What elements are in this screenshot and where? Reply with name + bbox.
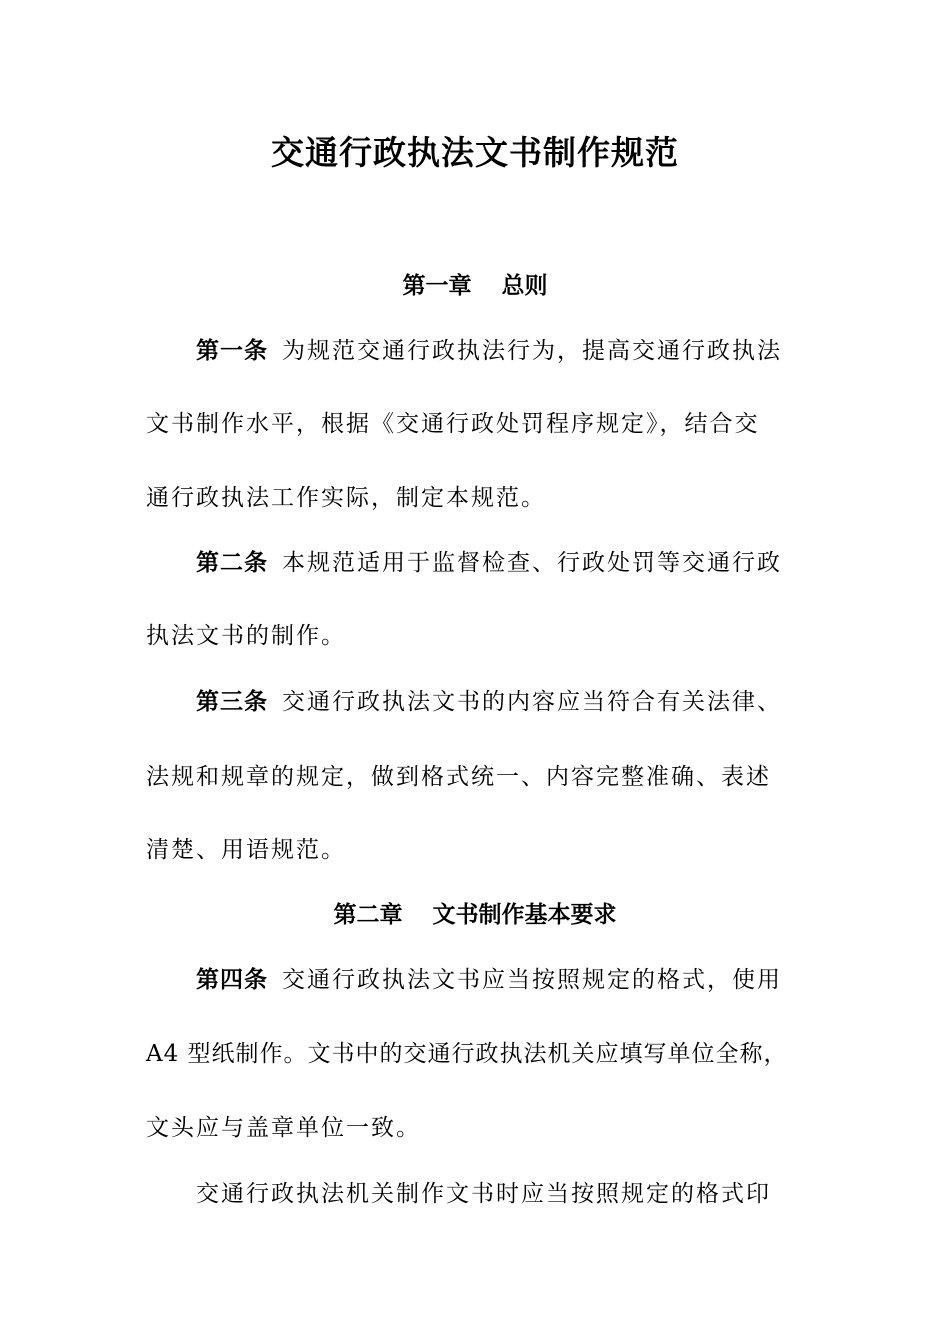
article-4-line-2: A4 型纸制作。文书中的交通行政执法机关应填写单位全称， (146, 1041, 788, 1067)
article-3-line-2: 法规和规章的规定，做到格式统一、内容完整准确、表述 (146, 764, 771, 790)
article-1-line-1 (196, 333, 876, 369)
chapter-heading-1 (0, 268, 950, 304)
article-number: 第三条 (196, 688, 268, 715)
article-2-line-2: 执法文书的制作。 (146, 623, 346, 649)
article-1-line-3: 通行政执法工作实际，制定本规范。 (146, 485, 546, 511)
article-text: 交通行政执法文书的内容应当符合有关法律、 (282, 689, 782, 715)
chapter-name: 总则 (501, 272, 548, 299)
chapter-heading-2 (0, 897, 950, 933)
article-number: 第四条 (196, 966, 268, 993)
article-text: 为规范交通行政执法行为，提高交通行政执法 (282, 338, 782, 364)
chapter-number: 第一章 (402, 272, 472, 299)
article-text: 本规范适用于监督检查、行政处罚等交通行政 (282, 550, 782, 576)
article-1-line-2: 文书制作水平，根据《交通行政处罚程序规定》，结合交 (146, 411, 760, 437)
article-2-line-1 (196, 545, 876, 581)
chapter-name: 文书制作基本要求 (432, 901, 617, 928)
article-text: 交通行政执法文书应当按照规定的格式，使用 (282, 967, 782, 993)
article-3-line-3: 清楚、用语规范。 (146, 837, 346, 863)
article-number: 第二条 (196, 549, 268, 576)
article-4-line-3: 文头应与盖章单位一致。 (146, 1115, 421, 1141)
paragraph-5-line-1: 交通行政执法机关制作文书时应当按照规定的格式印 (196, 1181, 771, 1207)
chapter-number: 第二章 (333, 901, 403, 928)
article-3-line-1 (196, 684, 876, 720)
document-title: 交通行政执法文书制作规范 (271, 133, 679, 172)
article-number: 第一条 (196, 337, 268, 364)
article-4-line-1 (196, 962, 876, 998)
